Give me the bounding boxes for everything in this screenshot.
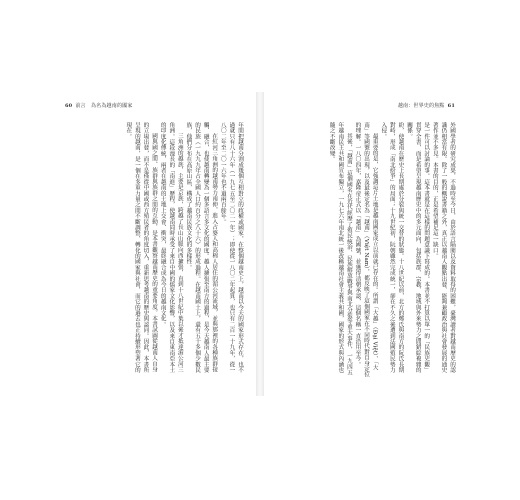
left-page-body: [64, 122, 244, 378]
left-running-head: [62, 102, 133, 109]
right-paragraph: 最重要的是，它強調這片土地是越南國家成立以前就已存在的。所謂「大越」（Đại Việt）、「大南」等國號的出現，以及最後定名為「越南」（Việt Nam），都反映了這個國家在不同時代對自身定位的理解。一八〇四年，嘉隆帝正式以「越南」為國號，並獲得清朝承認，這個名稱一直沿用至今。: [354, 122, 378, 378]
right-page-number: 61: [447, 103, 455, 109]
book-gutter: [256, 92, 264, 396]
right-paragraph: 紛，使越南在歷史上長期處於分裂與統一交替的狀態。十八世紀以前，北方的鄭氏與南方的阮氏長期對峙，形成「南北紛爭」的局面；十九世紀初，阮朝雖然完成統一，卻在不久之後遭到法國殖民勢力入侵。: [380, 122, 404, 373]
left-paragraph: 三角洲的越族，主要是京族，跨越了長山山脈向西擴張，直到十八世紀中葉以後才抵達湄公河三角洲。這段漫長的「南進」歷程，使越南同時承受了來自中國的儒家文化影響，以及來自東南亞本土的印度化傳統，兩者在越南的土地上交會、衝突，最終融合成為今日的越南文化。: [159, 122, 183, 373]
left-page: [52, 92, 256, 396]
right-running-head: [398, 102, 458, 109]
right-paragraph: 外國學者的研究成果，不過時至今日，由於語言隔閡以及資料取得的困難，臺灣讀者對越南歷史的認識仍相當有限。除了一般的概說書籍之外，真正以越南人觀點出發、能夠兼顧政治與社會發展的通史著作並不多見。本書的目的，正是希望補足這一缺口。: [431, 122, 455, 373]
left-page-number: 60: [65, 103, 73, 109]
right-running-head-title: 越南：世界史的焦點: [397, 103, 445, 109]
book-spread: [52, 92, 468, 396]
left-paragraph: 在紅河三角洲的越南勢力南伸，進入占婆人和高棉人居住的湄公河流域，並與那裡的各種族群接觸、融合，也使越南轉變為一個多語言多文化的國度。越人擴張至南方的過程，是今天越南人最主要的民族（一九九九年占全國人口約百分之八十六）的形成過程。在越南國土上，還有五十多個少數民族，他們分布在高原山區，構成了越南民族文化的多樣性。: [185, 122, 218, 373]
right-page: [264, 92, 468, 396]
left-paragraph: 國與國之間、族群與族群之間的互動，是本書觀察越南歷史的重要角度。本書試圖從越南人自身的立場出發，而不是僅從中國或西方殖民者的角度切入，重新思考越南的歷史與認同。因此，本書所呈現的越南，是一個在多重力量之間不斷調整、轉化的國家與社會，而它的過去也正持續形塑著它的現在。: [125, 122, 158, 373]
left-running-head-title: 前言 為名為越南的國家: [75, 103, 133, 109]
left-paragraph: 年間把越南分割成幾個互相對立的政權或國家，在整個越南史上，越南以今天的國家形式存在，也不過就只有八十六年（一九七五至二〇二一年）；即使從一八〇二年起算，也只有二百一十九年，從一八〇二年至二〇一六年也不過兩百餘年。: [219, 122, 243, 373]
right-paragraph: 其後，「越南」這個國名在近代經歷了殖民統治、民族解放戰爭與南北分裂等重大事件，一九四五年越南民主共和國宣布獨立，一九七六年南北統一後改稱越南社會主義共和國，國家的形式與內涵也隨之不斷改變。: [328, 122, 352, 376]
right-paragraph: 是一件可以討論的事。這本書就是在這樣的問題意識下寫成的。本書並不打算以單一的「民族史觀」貫穿全書，而是希望呈現越南歷史中的多元面向，包括族群、宗教、地域與外來勢力之間錯綜複雜的關係。: [406, 122, 430, 373]
right-page-body: [276, 122, 456, 378]
